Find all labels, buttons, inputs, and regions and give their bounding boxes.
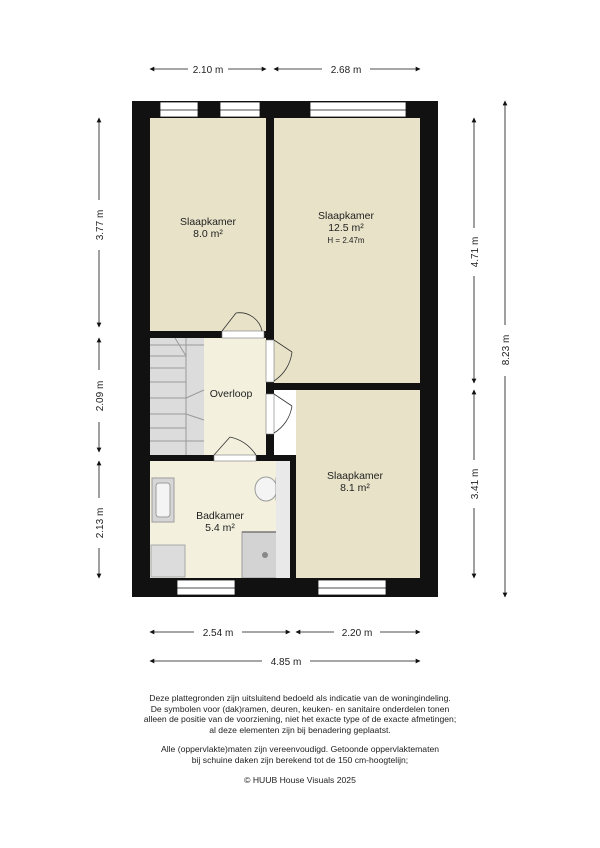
dim-bottom-left: 2.54 m	[202, 628, 234, 639]
copyright	[60, 775, 540, 786]
slaapkamer-2-height: H = 2.47m	[327, 236, 365, 245]
disclaimer	[60, 693, 540, 735]
dim-top-right: 2.68 m	[330, 65, 362, 76]
dim-right-total: 8.23 m	[501, 334, 512, 366]
disclaimer-line: bij schuine daken zijn berekend tot de 150 cm-hoogtelijn;	[191, 754, 409, 765]
disclaimer-line: Alle (oppervlakte)maten zijn vereenvoudigd. Getoonde oppervlaktematen	[160, 744, 440, 754]
slaapkamer-1-name: Slaapkamer	[179, 216, 237, 228]
dim-bottom-right: 2.20 m	[341, 628, 373, 639]
dim-left-lower: 2.13 m	[95, 507, 106, 539]
toilet	[255, 477, 277, 501]
copyright-text: © HUUB House Visuals 2025	[244, 775, 356, 785]
slaapkamer-2-name: Slaapkamer	[317, 210, 375, 222]
slaapkamer-2-floor	[274, 118, 420, 383]
disclaimer-line: Deze plattegronden zijn uitsluitend bedoeld als indicatie van de woningindeling.	[149, 693, 451, 703]
badkamer-area: 5.4 m²	[205, 522, 235, 534]
slaapkamer-2-area: 12.5 m²	[328, 222, 364, 234]
dim-left-upper: 3.77 m	[95, 209, 106, 241]
disclaimer-line: De symbolen voor (dak)ramen, deuren, keuken- en sanitaire onderdelen tonen	[150, 703, 450, 714]
slaapkamer-1-area: 8.0 m²	[193, 228, 223, 240]
disclaimer-line: al deze elementen zijn bij benadering geplaatst.	[209, 724, 391, 735]
slaapkamer-3-name: Slaapkamer	[326, 470, 384, 482]
dim-bottom-total: 4.85 m	[270, 657, 302, 668]
dim-right-lower: 3.41 m	[470, 468, 481, 500]
disclaimer-note	[60, 744, 540, 765]
dim-top-left: 2.10 m	[192, 65, 224, 76]
badkamer-name: Badkamer	[196, 510, 244, 522]
slaapkamer-3-area: 8.1 m²	[340, 482, 370, 494]
cabinet	[151, 545, 185, 577]
disclaimer-line: alleen de positie van de voorziening, niet het exacte type of de exacte afmetingen;	[143, 714, 457, 725]
dim-right-upper: 4.71 m	[470, 236, 481, 268]
dim-left-middle: 2.09 m	[95, 380, 106, 412]
overloop-name: Overloop	[209, 388, 253, 400]
